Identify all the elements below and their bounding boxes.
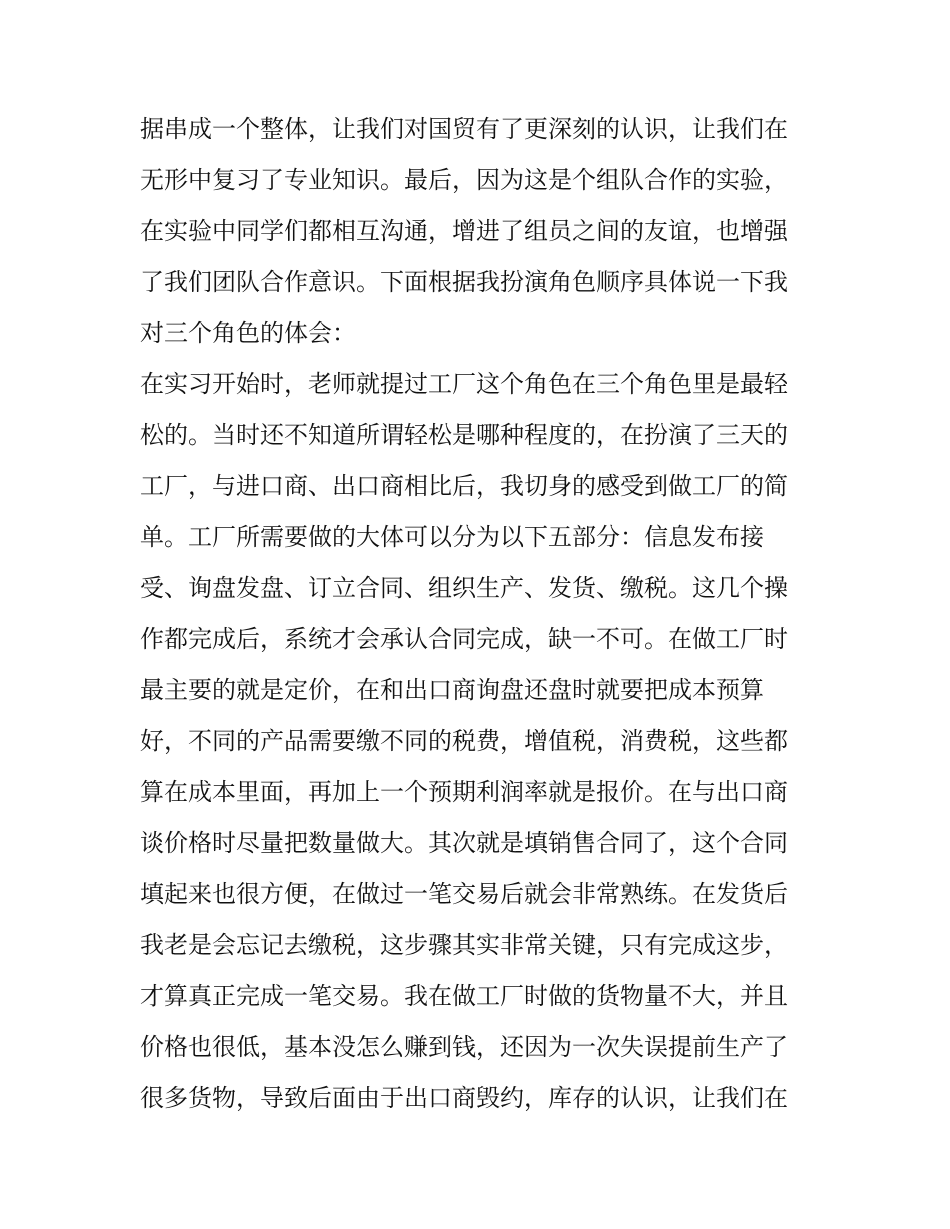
text-line: 在实验中同学们都相互沟通，增进了组员之间的友谊，也增强 xyxy=(140,217,788,245)
text-line: 填起来也很方便，在做过一笔交易后就会非常熟练。在发货后 xyxy=(140,880,788,908)
text-line: 算在成本里面，再加上一个预期利润率就是报价。在与出口商 xyxy=(140,778,788,806)
text-line: 无形中复习了专业知识。最后，因为这是个组队合作的实验， xyxy=(140,166,788,194)
text-line: 对三个角色的体会： xyxy=(140,319,356,347)
text-line: 价格也很低，基本没怎么赚到钱，还因为一次失误提前生产了 xyxy=(140,1033,788,1061)
text-line: 据串成一个整体，让我们对国贸有了更深刻的认识，让我们在 xyxy=(140,115,788,143)
text-line: 很多货物，导致后面由于出口商毁约，库存的认识，让我们在 xyxy=(140,1084,788,1112)
text-line: 受、询盘发盘、订立合同、组织生产、发货、缴税。这几个操 xyxy=(140,574,788,602)
text-line: 作都完成后，系统才会承认合同完成，缺一不可。在做工厂时 xyxy=(140,625,788,653)
text-line: 在实习开始时，老师就提过工厂这个角色在三个角色里是最轻 xyxy=(140,370,788,398)
text-line: 工厂，与进口商、出口商相比后，我切身的感受到做工厂的简 xyxy=(140,472,788,500)
text-line: 才算真正完成一笔交易。我在做工厂时做的货物量不大，并且 xyxy=(140,982,788,1010)
text-line: 松的。当时还不知道所谓轻松是哪种程度的，在扮演了三天的 xyxy=(140,421,788,449)
text-line: 谈价格时尽量把数量做大。其次就是填销售合同了，这个合同 xyxy=(140,829,788,857)
body-text xyxy=(140,104,820,1124)
text-line: 好，不同的产品需要缴不同的税费，增值税，消费税，这些都 xyxy=(140,727,788,755)
text-line: 单。工厂所需要做的大体可以分为以下五部分：信息发布接 xyxy=(140,523,764,551)
text-line: 我老是会忘记去缴税，这步骤其实非常关键，只有完成这步， xyxy=(140,931,788,959)
text-line: 了我们团队合作意识。下面根据我扮演角色顺序具体说一下我 xyxy=(140,268,788,296)
text-line: 最主要的就是定价，在和出口商询盘还盘时就要把成本预算 xyxy=(140,676,764,704)
